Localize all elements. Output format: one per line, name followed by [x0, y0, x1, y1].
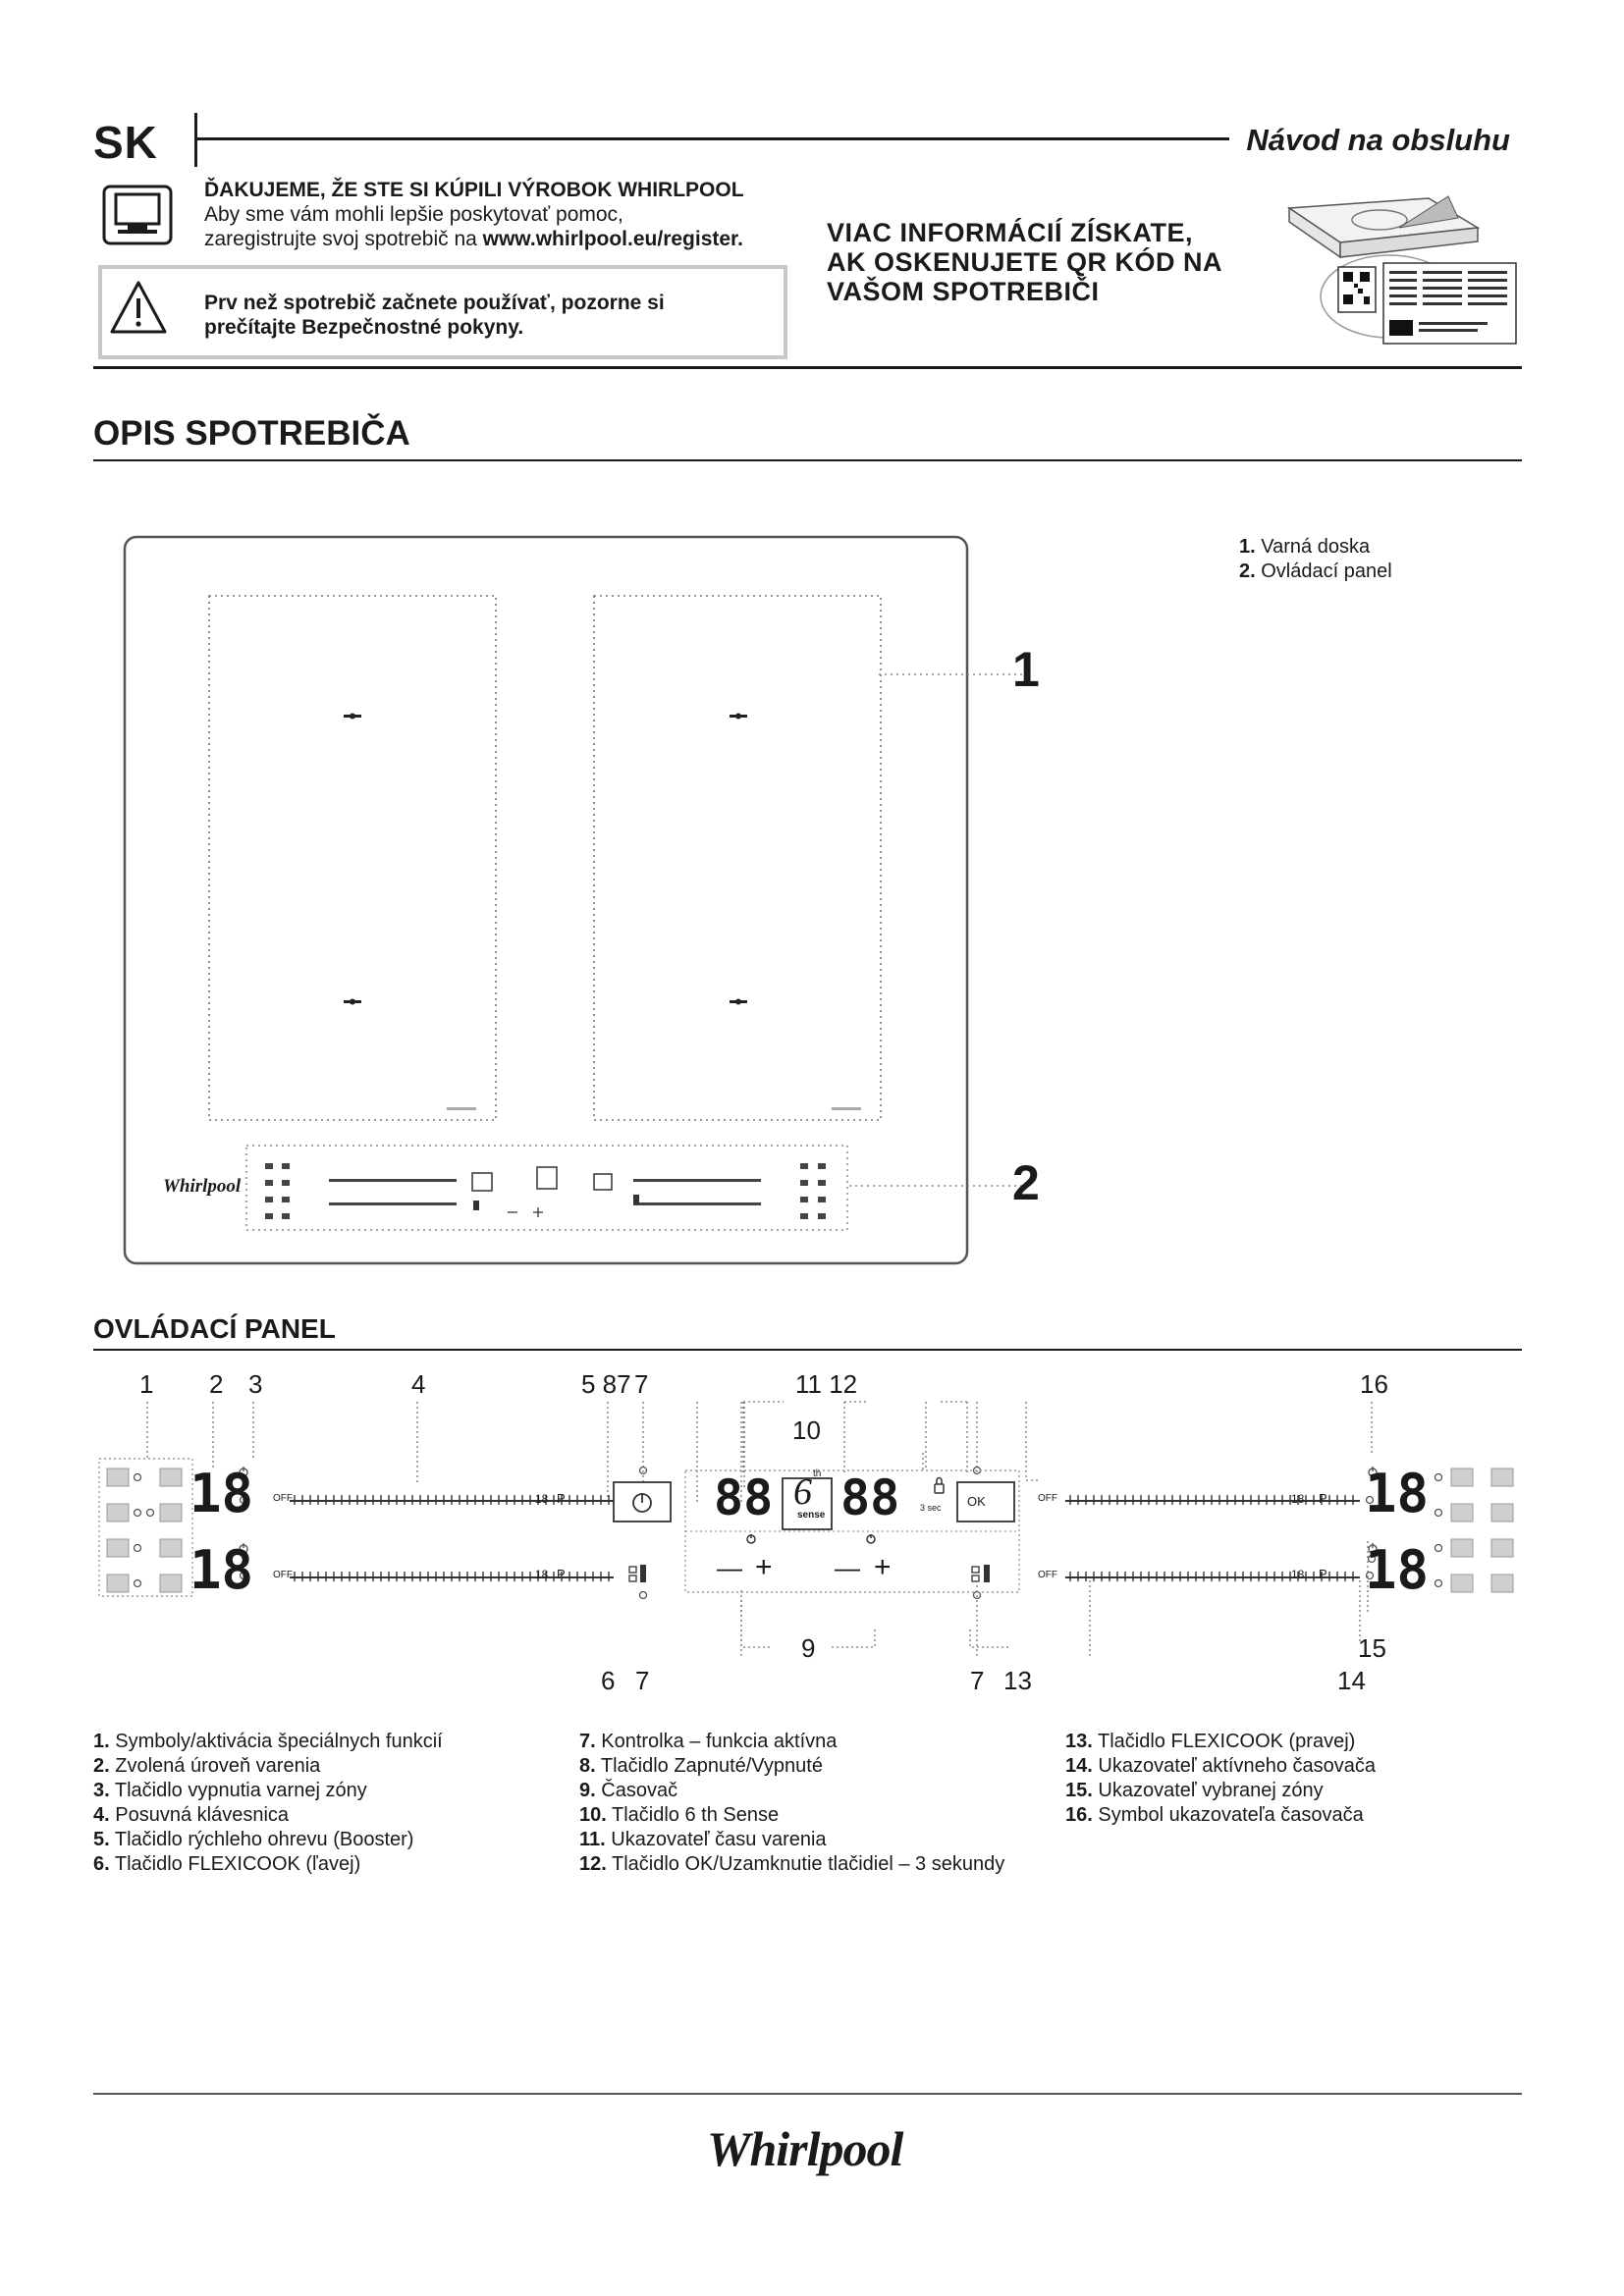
- panel-legend-item: 5. Tlačidlo rýchleho ohrevu (Booster): [93, 1829, 414, 1850]
- right-front-off-label: OFF: [1038, 1493, 1057, 1504]
- panel-callout-4: 4: [411, 1369, 426, 1399]
- panel-callout-1: 1: [139, 1369, 154, 1399]
- hob-legend-item-1: 1. Varná doska: [1239, 536, 1371, 558]
- panel-callout-9: 9: [801, 1633, 816, 1663]
- left-rear-off-label: OFF: [273, 1570, 293, 1580]
- panel-callout-7-top: 7: [634, 1369, 649, 1399]
- panel-legend-item: 7. Kontrolka – funkcia aktívna: [579, 1731, 838, 1752]
- panel-callout-15: 15: [1358, 1633, 1386, 1663]
- warning-line-1: Prv než spotrebič začnete používať, pozorne si: [204, 292, 665, 314]
- qr-info: [827, 218, 1222, 306]
- sixth-sense-label: sense: [797, 1510, 826, 1521]
- panel-legend-item: 13. Tlačidlo FLEXICOOK (pravej): [1065, 1731, 1356, 1752]
- right-rear-level-display: 18: [1365, 1539, 1430, 1601]
- header-bottom-rule: [93, 366, 1522, 369]
- left-front-off-label: OFF: [273, 1493, 293, 1504]
- hob-callout-2: 2: [1012, 1155, 1040, 1210]
- warning-icon: [108, 279, 169, 341]
- qr-line-2: AK OSKENUJETE QR KÓD NA: [827, 247, 1223, 277]
- qr-line-3: VAŠOM SPOTREBIČI: [827, 277, 1100, 306]
- left-front-slider-end: 18: [535, 1492, 549, 1506]
- footer-brand-logo: Whirlpool: [707, 2121, 903, 2176]
- panel-legend-item: 1. Symboly/aktivácia špeciálnych funkcií: [93, 1731, 443, 1752]
- right-front-slider-end: 18: [1291, 1492, 1305, 1506]
- panel-legend-item: 16. Symbol ukazovateľa časovača: [1065, 1804, 1364, 1826]
- sixth-sense-superscript: th: [813, 1468, 822, 1479]
- qr-line-1: VIAC INFORMÁCIÍ ZÍSKATE,: [827, 218, 1193, 247]
- panel-legend-item: 6. Tlačidlo FLEXICOOK (ľavej): [93, 1853, 361, 1875]
- panel-callout-2: 2: [209, 1369, 224, 1399]
- panel-callout-11-12: 11 12: [795, 1369, 858, 1399]
- section-title-description: OPIS SPOTREBIČA: [93, 414, 410, 453]
- manual-title: Návod na obsluhu: [1246, 123, 1510, 157]
- panel-callout-14: 14: [1337, 1666, 1366, 1695]
- panel-callout-7-right: 7: [970, 1666, 985, 1695]
- timer-hours-display: 88: [714, 1469, 774, 1526]
- thanks-line-2-prefix: zaregistrujte svoj spotrebič na: [204, 228, 483, 250]
- right-front-level-display: 18: [1365, 1463, 1430, 1524]
- panel-callout-16: 16: [1360, 1369, 1388, 1399]
- panel-callout-10: 10: [792, 1415, 821, 1445]
- footer-rule: [93, 2093, 1522, 2095]
- panel-callout-3: 3: [248, 1369, 263, 1399]
- lock-duration-label: 3 sec: [920, 1503, 942, 1513]
- hob-legend-item-2: 2. Ovládací panel: [1239, 561, 1392, 582]
- panel-legend-col-1: [93, 1730, 443, 1877]
- panel-legend-item: 9. Časovač: [579, 1780, 678, 1801]
- timer2-minus-button[interactable]: —: [835, 1553, 860, 1582]
- right-front-booster-button[interactable]: P: [1319, 1491, 1327, 1506]
- warning-text: [204, 291, 665, 340]
- control-panel-diagram: [93, 1394, 1527, 1674]
- panel-legend-item: 12. Tlačidlo OK/Uzamknutie tlačidiel – 3 sekundy: [579, 1853, 1005, 1875]
- right-rear-booster-button[interactable]: P: [1319, 1567, 1327, 1581]
- timer1-plus-button[interactable]: +: [755, 1551, 773, 1583]
- left-front-booster-button[interactable]: P: [557, 1491, 566, 1506]
- timer-minutes-display: 88: [840, 1469, 900, 1526]
- thanks-line-1: Aby sme vám mohli lepšie poskytovať pomoc,: [204, 203, 623, 226]
- left-rear-level-display: 18: [189, 1539, 254, 1601]
- sixth-sense-symbol[interactable]: 6: [793, 1471, 812, 1513]
- section2-rule: [93, 1349, 1522, 1351]
- right-rear-slider-end: 18: [1291, 1568, 1305, 1581]
- panel-legend-col-2: [579, 1730, 1004, 1877]
- hob-legend: [1239, 535, 1392, 584]
- right-rear-off-label: OFF: [1038, 1570, 1057, 1580]
- panel-legend-col-3: [1065, 1730, 1376, 1828]
- panel-legend-item: 15. Ukazovateľ vybranej zóny: [1065, 1780, 1324, 1801]
- panel-legend-item: 2. Zvolená úroveň varenia: [93, 1755, 321, 1777]
- panel-legend-item: 11. Ukazovateľ času varenia: [579, 1829, 827, 1850]
- header-divider-horizontal: [196, 137, 1229, 140]
- left-front-level-display: 18: [189, 1463, 254, 1524]
- hob-callout-1: 1: [1012, 642, 1040, 697]
- left-rear-booster-button[interactable]: P: [557, 1567, 566, 1581]
- panel-callout-5-8-7: 5 87: [581, 1369, 631, 1399]
- panel-callout-7-left: 7: [635, 1666, 650, 1695]
- timer1-minus-button[interactable]: —: [717, 1553, 742, 1582]
- left-rear-slider-end: 18: [535, 1568, 549, 1581]
- panel-callout-6: 6: [601, 1666, 616, 1695]
- panel-callout-13: 13: [1003, 1666, 1032, 1695]
- ok-button-label[interactable]: OK: [967, 1494, 986, 1509]
- warning-line-2: prečítajte Bezpečnostné pokyny.: [204, 316, 524, 339]
- panel-legend-item: 14. Ukazovateľ aktívneho časovača: [1065, 1755, 1377, 1777]
- hob-brand-logo: Whirlpool: [163, 1176, 242, 1197]
- panel-legend-item: 3. Tlačidlo vypnutia varnej zóny: [93, 1780, 367, 1801]
- register-monitor-icon: [102, 185, 173, 250]
- thanks-title: ĎAKUJEME, ŽE STE SI KÚPILI VÝROBOK WHIRLPOOL: [204, 179, 744, 201]
- register-link[interactable]: www.whirlpool.eu/register.: [482, 228, 743, 250]
- panel-legend-item: 10. Tlačidlo 6 th Sense: [579, 1804, 780, 1826]
- language-code: SK: [93, 117, 158, 168]
- timer2-plus-button[interactable]: +: [874, 1551, 892, 1583]
- qr-appliance-illustration: [1281, 188, 1522, 350]
- section1-rule: [93, 459, 1522, 461]
- thanks-line-2: [204, 228, 743, 251]
- hob-diagram: [123, 535, 1046, 1276]
- panel-legend-item: 4. Posuvná klávesnica: [93, 1804, 290, 1826]
- panel-legend-item: 8. Tlačidlo Zapnuté/Vypnuté: [579, 1755, 823, 1777]
- section-title-control-panel: OVLÁDACÍ PANEL: [93, 1313, 336, 1344]
